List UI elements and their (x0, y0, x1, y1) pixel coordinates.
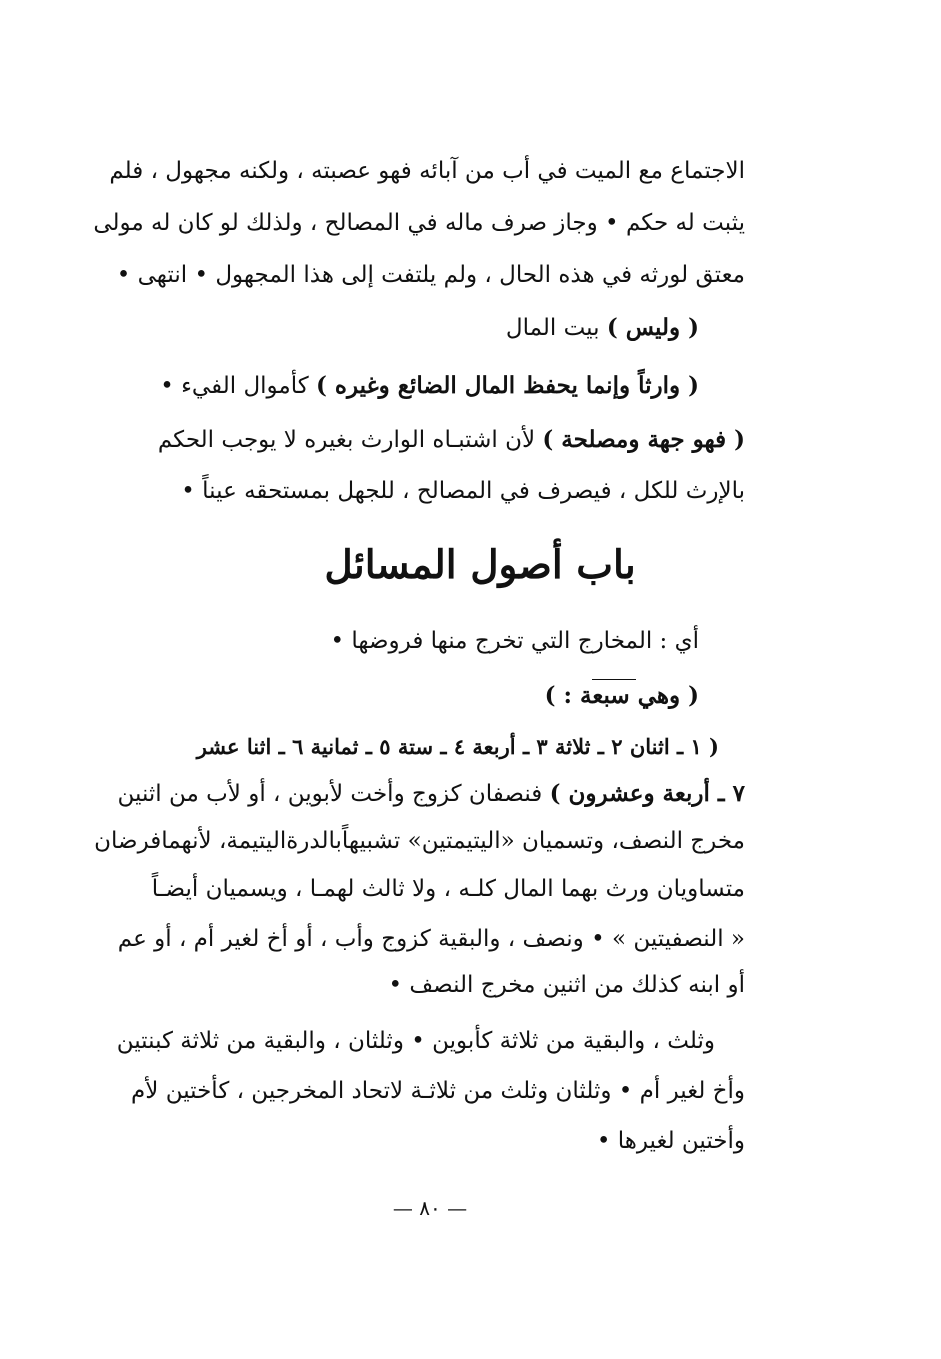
text-line-10: ( ١ ـ اثنان ٢ ـ ثلاثة ٣ ـ أربعة ٤ ـ ستة ٥ ـ ثمانية ٦ ـ اثنا عشر (196, 734, 719, 759)
chapter-heading: باب أصول المسائل (324, 542, 636, 588)
text-line-17: وأخ لغير أم • وثلثان وثلث من ثلاثـة لاتحاد المخرجين ، كأختين لأم (131, 1078, 745, 1104)
text-line-14: « النصفيتين » • ونصف ، والبقية كزوج وأب ، أو أخ لغير أم ، أو عم (117, 926, 745, 952)
text-line-3: معتق لورثه في هذه الحال ، ولم يلتفت إلى هذا المجهول • انتهى • (116, 262, 745, 288)
text-line-13: متساويان ورث بهما المال كلـه ، ولا ثالث لهمـا ، ويسميان أيضـاً (151, 876, 745, 902)
text-line-16: وثلث ، والبقية من ثلاثة كأبوين • وثلثان ، والبقية من ثلاثة كبنتين (116, 1028, 715, 1054)
page-number: — ٨٠ — (392, 1196, 468, 1220)
text-line-1: الاجتماع مع الميت في أب من آبائه فهو عصبته ، ولكنه مجهول ، فلم (109, 158, 745, 184)
term-bold: ( وليس ) (606, 314, 699, 341)
text-line-9: ( وهي سبعة : ) (544, 682, 699, 709)
term-text: كأموال الفيء • (160, 373, 309, 399)
text-line-15: أو ابنه كذلك من اثنين مخرج النصف • (388, 972, 745, 998)
term-text: فنصفان كزوج وأخت لأبوين ، أو لأب من اثنين (117, 781, 543, 807)
text-line-5 (160, 372, 699, 401)
term-bold: ٧ ـ أربعة وعشرون ) (549, 780, 745, 807)
text-line-4 (506, 314, 699, 343)
term-text: بيت المال (505, 315, 600, 341)
text-line-18: وأختين لغيرها • (596, 1128, 745, 1154)
overline-mark (592, 679, 636, 680)
term-bold: ( فهو جهة ومصلحة ) (542, 426, 745, 453)
term-text: لأن اشتبـاه الوارث بغيره لا يوجب الحكم (157, 427, 536, 453)
text-line-12: مخرج النصف، وتسميان «اليتيمتين» تشبيهاًبالدرةاليتيمة، لأنهمافرضان (94, 828, 745, 854)
term-bold: ( وارثاً وإنما يحفظ المال الضائع وغيره ) (316, 372, 699, 399)
text-line-11 (118, 780, 746, 809)
text-line-8: أي : المخارج التي تخرج منها فروضها • (330, 628, 699, 654)
text-line-7: بالإرث للكل ، فيصرف في المصالح ، للجهل بمستحقه عيناً • (181, 478, 745, 504)
text-line-6 (158, 426, 745, 455)
text-line-2: يثبت له حكم • وجاز صرف ماله في المصالح ، ولذلك لو كان له مولى (93, 210, 745, 236)
